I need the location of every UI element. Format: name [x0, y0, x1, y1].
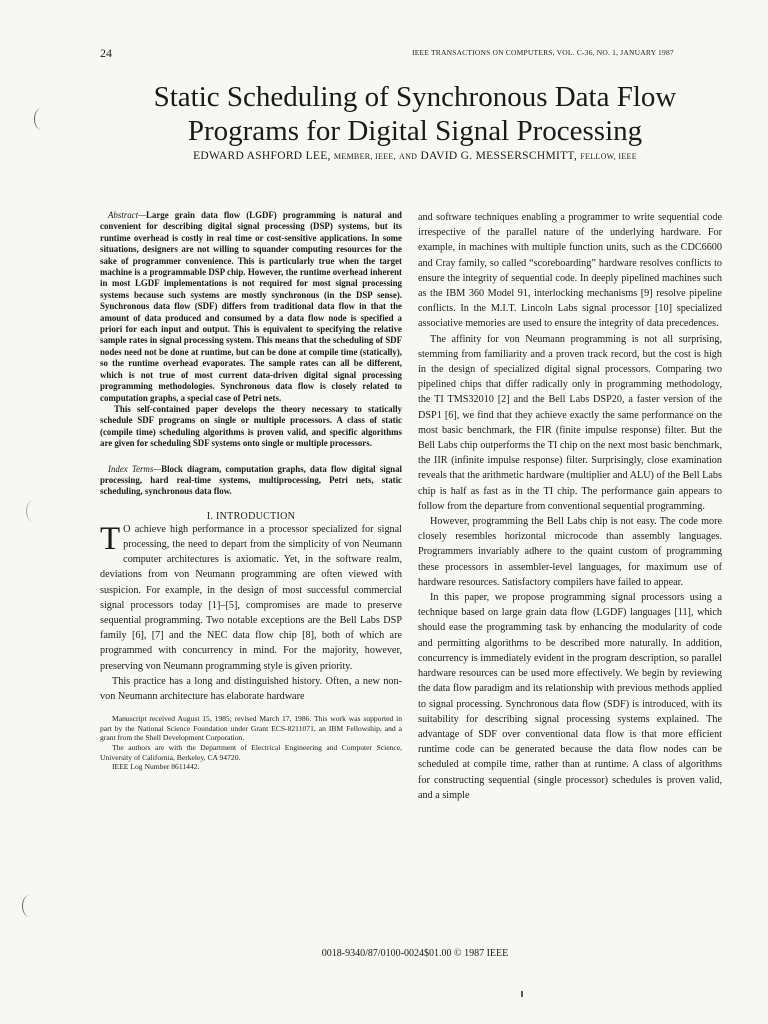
- left-column: [100, 210, 402, 772]
- abstract-text-1: Large grain data flow (LGDF) programming is natural and convenient for describing digital signal processing (DSP) systems, but its runtime overhead is costly in real time or cost-sensitive applications. In some situations, designers are not willing to squander computing resources for the sake of programmer convenience. This is particularly true when the target machine is a programmable DSP chip. However, the runtime overhead inherent in most LGDF implementations is not required for most signal processing systems because such systems are mostly synchronous (in the DSP sense). Synchronous data flow (SDF) differs from traditional data flow in that the amount of data produced and consumed by a data flow node is specified a priori for each input and output. This is equivalent to specifying the relative sample rates in signal processing system. This means that the scheduling of SDF nodes need not be done at runtime, but can be done at compile time (statically), so the runtime overhead evaporates. The sample rates can all be different, which is not true of most current data-driven digital signal processing programming methodologies. Synchronous data flow is closely related to computation graphs, a special case of Petri nets.: [100, 210, 402, 403]
- drop-cap: T: [100, 520, 121, 557]
- binder-hole-mark: [22, 895, 37, 917]
- author-conjunction: AND: [399, 152, 418, 161]
- right-paragraph-3: However, programming the Bell Labs chip is not easy. The code more closely resembles horizontal microcode than assembly languages. Programmers invariably adhere to the quaint custom of programming these processors in assembler-level languages, for maximum use of hardware resources. Satisfactory compilers have failed to appear.: [418, 516, 722, 588]
- title-line-1: Static Scheduling of Synchronous Data Flow: [153, 81, 677, 113]
- right-paragraph-1: and software techniques enabling a programmer to write sequential code irrespective of the parallel nature of the underlying hardware. For example, in machines with multiple function units, such as the CDC6600 and Cray family, so called “scoreboarding” hardware resolves conflicts to ensure the integrity of sequential code. In deeply pipelined machines such as the IBM 360 Model 91, interlocking mechanisms [9] resolve pipeline conflicts. In the M.I.T. Lincoln Labs signal processor [10] specialized associative memories are used to ensure the integrity of data precedences.: [418, 212, 722, 330]
- paper-title: [0, 80, 768, 148]
- author-2-name: DAVID G. MESSERSCHMITT,: [420, 150, 578, 162]
- binder-hole-mark: [26, 500, 41, 522]
- index-terms: [100, 464, 402, 498]
- author-1-name: EDWARD ASHFORD LEE,: [193, 150, 331, 162]
- intro-paragraph-2: This practice has a long and distinguished history. Often, a new non-von Neumann architecture has elaborate hardware: [100, 675, 402, 702]
- abstract-paragraph-2: This self-contained paper develops the theory necessary to statically schedule SDF programs on single or multiple processors. A class of static (compile time) scheduling algorithms is proven valid, and specific algorithms are given for scheduling SDF systems onto single or multiple processors.: [100, 403, 402, 449]
- right-paragraph-2: The affinity for von Neumann programming is not all surprising, stemming from familiarity and a proven track record, but the cost is high in the design of specialized digital signal processors. Comparing two pipelined chips that differ radically only in programming methodology, the TI TMS32010 [2] and the Bell Labs DSP20, a faster version of the DSP1 [6], we find that they achieve exactly the same performance on the most basic benchmark, the FIR (finite impulse response) filter. But the Bell Labs chip outperforms the TI chip on the next most basic benchmark, the IIR (infinite impulse response) filter. Surprisingly, close examination reveals that the arithmetic hardware (multiplier and ALU) of the Bell Labs chip is half as fast as in the TI chip. The performance gain appears to follow from the departure from conventional sequential programming.: [418, 333, 722, 512]
- index-terms-text: Block diagram, computation graphs, data flow digital signal processing, hard real-time systems, multiprocessing, Petri nets, static scheduling, synchronous data flow.: [100, 463, 403, 497]
- footnote-manuscript: Manuscript received August 15, 1985; revised March 17, 1986. This work was supported in part by the National Science Foundation under Grant ECS-8211071, an IBM Fellowship, and a grant from the Shell Development Corporation.: [100, 714, 402, 743]
- author-2-role: FELLOW, IEEE: [580, 152, 637, 161]
- abstract-paragraph-1: [100, 210, 402, 404]
- copyright-footer: 0018-9340/87/0100-0024$01.00 © 1987 IEEE: [321, 948, 509, 959]
- right-paragraph-4: In this paper, we propose programming signal processors using a technique based on large grain data flow (LGDF) languages [11], which should ease the programming task by enhancing the modularity of code and permitting algorithms to be described more naturally. In addition, concurrency is immediately evident in the program description, so parallel hardware resources can be used more effectively. We begin by reviewing the data flow paradigm and its relationship with previous methods applied to signal processing. Synchronous data flow (SDF) is introduced, with its suitability for describing signal processing systems explained. The advantage of SDF over conventional data flow is that more efficient runtime code can be generated because the data flow nodes can be scheduled at compile time, rather than at runtime. A class of algorithms for constructing sequential (single processor) schedules is proven valid, and a simple: [418, 592, 722, 801]
- introduction-text: [100, 522, 402, 704]
- title-line-2: Programs for Digital Signal Processing: [187, 115, 643, 147]
- section-heading: I. INTRODUCTION: [206, 510, 296, 522]
- right-column-text: [418, 210, 722, 803]
- intro-text-1: O achieve high performance in a processor specialized for signal processing, the need to depart from the simplicity of von Neumann computer architectures is axiomatic. Yet, in the software realm, deviations from von Neumann programming are often viewed with suspicion. For example, in the design of most successful commercial signal processors today [1]–[5], compromises are made to preserve sequential programming. Two notable exceptions are the Bell Labs DSP family [6], [7] and the NEC data flow chip [8], both of which are programmed with concurrency in mind. For the majority, however, preserving von Neumann programming style is given priority.: [100, 523, 402, 672]
- author-line: [0, 150, 768, 162]
- abstract: [100, 210, 402, 450]
- running-header: IEEE TRANSACTIONS ON COMPUTERS, VOL. C-36, NO. 1, JANUARY 1987: [412, 48, 674, 57]
- footnote-log-number: IEEE Log Number 8611442.: [112, 762, 200, 772]
- scan-speck: [521, 991, 523, 997]
- author-1-role: MEMBER, IEEE,: [333, 152, 396, 161]
- abstract-lead: Abstract—: [108, 210, 146, 220]
- binder-hole-mark: [34, 108, 49, 130]
- right-column: [418, 210, 722, 803]
- page-number: 24: [100, 46, 112, 60]
- footnote-affiliation: The authors are with the Department of Electrical Engineering and Computer Science, University of California, Berkeley, CA 94720.: [100, 742, 402, 762]
- index-terms-lead: Index Terms—: [108, 463, 162, 474]
- footnotes: [100, 714, 402, 772]
- intro-paragraph-1: [100, 522, 402, 674]
